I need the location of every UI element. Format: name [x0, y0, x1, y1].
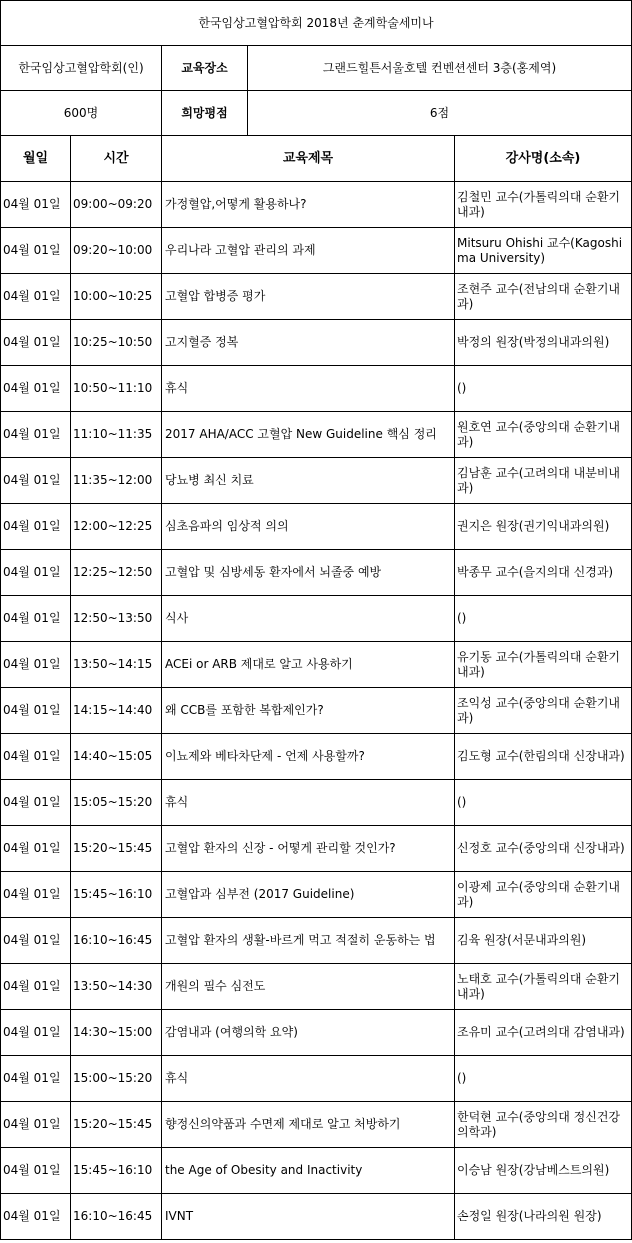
table-row — [1, 1148, 632, 1194]
session-time: 09:20~10:00 — [71, 228, 162, 274]
table-row — [1, 182, 632, 228]
session-date: 04월 01일 — [1, 688, 71, 734]
session-date: 04월 01일 — [1, 1010, 71, 1056]
session-topic: 고혈압 환자의 생활-바르게 먹고 적절히 운동하는 법 — [162, 918, 455, 964]
session-time: 12:50~13:50 — [71, 596, 162, 642]
session-date: 04월 01일 — [1, 274, 71, 320]
table-row — [1, 228, 632, 274]
table-row — [1, 1056, 632, 1102]
session-date: 04월 01일 — [1, 642, 71, 688]
session-date: 04월 01일 — [1, 504, 71, 550]
session-topic: 고혈압 합병증 평가 — [162, 274, 455, 320]
session-topic: 휴식 — [162, 780, 455, 826]
session-speaker: 조익성 교수(중앙의대 순환기내과) — [455, 688, 632, 734]
session-topic: 개원의 필수 심전도 — [162, 964, 455, 1010]
session-speaker: 김도형 교수(한림의대 신장내과) — [455, 734, 632, 780]
session-date: 04월 01일 — [1, 964, 71, 1010]
header-topic: 교육제목 — [162, 136, 455, 182]
session-date: 04월 01일 — [1, 1102, 71, 1148]
session-speaker: 김철민 교수(가톨릭의대 순환기내과) — [455, 182, 632, 228]
session-date: 04월 01일 — [1, 320, 71, 366]
session-time: 10:25~10:50 — [71, 320, 162, 366]
schedule-body — [1, 182, 632, 1240]
table-row — [1, 688, 632, 734]
session-date: 04월 01일 — [1, 550, 71, 596]
session-speaker: 박종무 교수(을지의대 신경과) — [455, 550, 632, 596]
session-speaker: () — [455, 366, 632, 412]
session-speaker: 이승남 원장(강남베스트의원) — [455, 1148, 632, 1194]
table-row — [1, 504, 632, 550]
session-time: 11:10~11:35 — [71, 412, 162, 458]
session-topic: 이뇨제와 베타차단제 - 언제 사용할까? — [162, 734, 455, 780]
session-topic: 고지혈증 정복 — [162, 320, 455, 366]
session-time: 15:20~15:45 — [71, 1102, 162, 1148]
session-speaker: 손정일 원장(나라의원 원장) — [455, 1194, 632, 1240]
session-speaker: 김남훈 교수(고려의대 내분비내과) — [455, 458, 632, 504]
table-row — [1, 1194, 632, 1240]
table-row — [1, 550, 632, 596]
session-topic: 2017 AHA/ACC 고혈압 New Guideline 핵심 정리 — [162, 412, 455, 458]
session-speaker: 박정의 원장(박정의내과의원) — [455, 320, 632, 366]
session-time: 15:05~15:20 — [71, 780, 162, 826]
capacity: 600명 — [1, 91, 162, 136]
table-row — [1, 826, 632, 872]
session-date: 04월 01일 — [1, 182, 71, 228]
session-speaker: () — [455, 1056, 632, 1102]
session-time: 10:50~11:10 — [71, 366, 162, 412]
points-label: 희망평점 — [162, 91, 248, 136]
session-date: 04월 01일 — [1, 1194, 71, 1240]
session-date: 04월 01일 — [1, 918, 71, 964]
session-topic: 우리나라 고혈압 관리의 과제 — [162, 228, 455, 274]
session-date: 04월 01일 — [1, 872, 71, 918]
session-time: 12:00~12:25 — [71, 504, 162, 550]
session-date: 04월 01일 — [1, 228, 71, 274]
seminar-title: 한국임상고혈압학회 2018년 춘계학술세미나 — [1, 1, 632, 46]
session-speaker: 한덕현 교수(중앙의대 정신건강의학과) — [455, 1102, 632, 1148]
table-row — [1, 366, 632, 412]
session-speaker: 김육 원장(서문내과의원) — [455, 918, 632, 964]
table-row — [1, 596, 632, 642]
session-speaker: () — [455, 596, 632, 642]
session-date: 04월 01일 — [1, 412, 71, 458]
session-time: 13:50~14:30 — [71, 964, 162, 1010]
session-topic: 휴식 — [162, 366, 455, 412]
session-time: 16:10~16:45 — [71, 918, 162, 964]
table-row — [1, 320, 632, 366]
session-time: 11:35~12:00 — [71, 458, 162, 504]
session-topic: 당뇨병 최신 치료 — [162, 458, 455, 504]
session-speaker: Mitsuru Ohishi 교수(Kagoshima University) — [455, 228, 632, 274]
organizer: 한국임상고혈압학회(인) — [1, 46, 162, 91]
session-topic: the Age of Obesity and Inactivity — [162, 1148, 455, 1194]
session-date: 04월 01일 — [1, 458, 71, 504]
session-speaker: 원호연 교수(중앙의대 순환기내과) — [455, 412, 632, 458]
session-topic: 휴식 — [162, 1056, 455, 1102]
session-date: 04월 01일 — [1, 596, 71, 642]
table-row — [1, 1102, 632, 1148]
table-row — [1, 274, 632, 320]
venue-label: 교육장소 — [162, 46, 248, 91]
session-topic: 고혈압과 심부전 (2017 Guideline) — [162, 872, 455, 918]
header-speaker: 강사명(소속) — [455, 136, 632, 182]
session-speaker: 이광제 교수(중앙의대 순환기내과) — [455, 872, 632, 918]
session-time: 14:15~14:40 — [71, 688, 162, 734]
session-time: 15:20~15:45 — [71, 826, 162, 872]
session-topic: 감염내과 (여행의학 요약) — [162, 1010, 455, 1056]
session-time: 15:00~15:20 — [71, 1056, 162, 1102]
table-row — [1, 872, 632, 918]
session-topic: 식사 — [162, 596, 455, 642]
session-time: 09:00~09:20 — [71, 182, 162, 228]
session-time: 15:45~16:10 — [71, 872, 162, 918]
session-topic: IVNT — [162, 1194, 455, 1240]
session-date: 04월 01일 — [1, 1148, 71, 1194]
session-topic: 고혈압 및 심방세동 환자에서 뇌졸중 예방 — [162, 550, 455, 596]
table-row — [1, 918, 632, 964]
table-row — [1, 458, 632, 504]
table-row — [1, 1010, 632, 1056]
table-row — [1, 964, 632, 1010]
session-topic: 향정신의약품과 수면제 제대로 알고 처방하기 — [162, 1102, 455, 1148]
session-time: 12:25~12:50 — [71, 550, 162, 596]
session-speaker: 조현주 교수(전남의대 순환기내과) — [455, 274, 632, 320]
session-topic: 왜 CCB를 포함한 복합제인가? — [162, 688, 455, 734]
session-topic: 심초음파의 임상적 의의 — [162, 504, 455, 550]
points: 6점 — [248, 91, 632, 136]
session-time: 13:50~14:15 — [71, 642, 162, 688]
session-speaker: 조유미 교수(고려의대 감염내과) — [455, 1010, 632, 1056]
table-row — [1, 412, 632, 458]
session-speaker: 유기동 교수(가톨릭의대 순환기내과) — [455, 642, 632, 688]
session-speaker: () — [455, 780, 632, 826]
session-speaker: 권지은 원장(권기익내과의원) — [455, 504, 632, 550]
session-speaker: 신정호 교수(중앙의대 신장내과) — [455, 826, 632, 872]
session-date: 04월 01일 — [1, 1056, 71, 1102]
table-row — [1, 642, 632, 688]
venue: 그랜드힐튼서울호텔 컨벤션센터 3층(홍제역) — [248, 46, 632, 91]
session-date: 04월 01일 — [1, 734, 71, 780]
session-date: 04월 01일 — [1, 780, 71, 826]
session-date: 04월 01일 — [1, 366, 71, 412]
session-speaker: 노태호 교수(가톨릭의대 순환기내과) — [455, 964, 632, 1010]
header-time: 시간 — [71, 136, 162, 182]
session-date: 04월 01일 — [1, 826, 71, 872]
session-topic: 가정혈압,어떻게 활용하나? — [162, 182, 455, 228]
session-time: 14:40~15:05 — [71, 734, 162, 780]
session-time: 15:45~16:10 — [71, 1148, 162, 1194]
session-time: 16:10~16:45 — [71, 1194, 162, 1240]
table-row — [1, 780, 632, 826]
table-row — [1, 734, 632, 780]
header-date: 월일 — [1, 136, 71, 182]
session-topic: ACEi or ARB 제대로 알고 사용하기 — [162, 642, 455, 688]
session-time: 10:00~10:25 — [71, 274, 162, 320]
session-time: 14:30~15:00 — [71, 1010, 162, 1056]
session-topic: 고혈압 환자의 신장 - 어떻게 관리할 것인가? — [162, 826, 455, 872]
